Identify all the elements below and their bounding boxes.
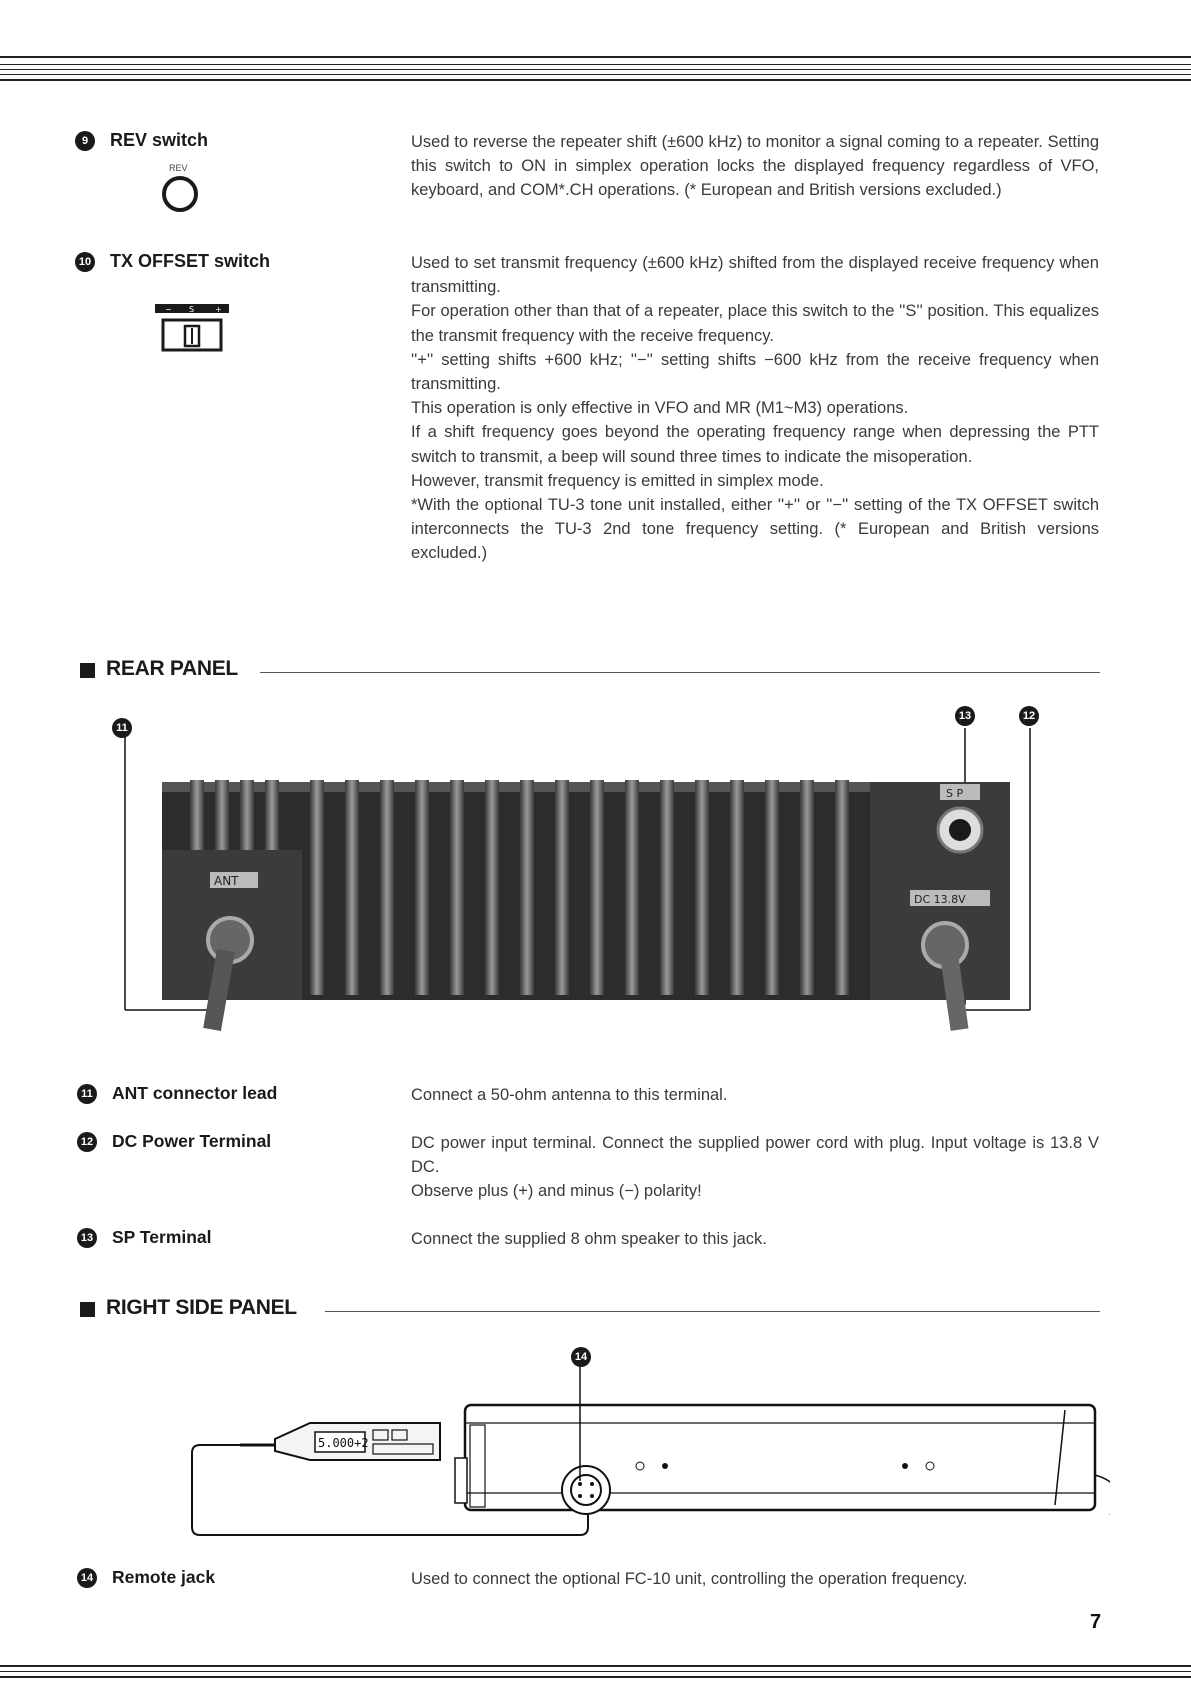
section-bullet [80, 663, 95, 678]
sp-panel-label: S P [946, 787, 964, 800]
tx-offset-paragraph: ''+'' setting shifts +600 kHz; ''−'' setting shifts −600 kHz from the receive frequency when transmitting. [411, 350, 1099, 394]
tx-offset-paragraph: *With the optional TU-3 tone unit installed, either ''+'' or ''−'' setting of the TX OFFSET switch interconnects the TU-3 2nd tone frequency setting. (* European and British versions excluded.) [411, 496, 1099, 563]
item-number-remote: 14 [77, 1568, 97, 1588]
tx-offset-paragraph: However, transmit frequency is emitted in simplex mode. [411, 471, 824, 490]
right-side-panel-illustration [180, 1335, 1110, 1555]
rev-description: Used to reverse the repeater shift (±600 kHz) to monitor a signal coming to a repeater. Setting this switch to ON in simplex operation locks the displayed frequency regardless of VFO, keyboard, and COM*.CH operations. (* European and British versions excluded.) [411, 133, 1099, 200]
tx-offset-paragraph: If a shift frequency goes beyond the operating frequency range when depressing the PTT switch to transmit, a beep will sound three times to indicate the misoperation. [411, 423, 1099, 466]
tx-offset-paragraph: This operation is only effective in VFO and MR (M1~M3) operations. [411, 399, 909, 418]
remote-description: Used to connect the optional FC-10 unit, controlling the operation frequency. [411, 1570, 968, 1588]
callout-12: 12 [1019, 706, 1039, 726]
sp-terminal-title: SP Terminal [112, 1227, 212, 1247]
rev-icon-label: REV [169, 163, 188, 173]
callout-11: 11 [112, 718, 132, 738]
switch-label-s: S [189, 305, 195, 314]
tx-offset-paragraph: Used to set transmit frequency (±600 kHz) shifted from the displayed receive frequency when transmitting. [411, 254, 1099, 297]
rev-knob-icon [160, 174, 200, 214]
bottom-rule [0, 1665, 1191, 1681]
section-rule [260, 672, 1100, 673]
callout-14: 14 [571, 1347, 591, 1367]
dc-power-title: DC Power Terminal [112, 1131, 272, 1151]
dc-paragraph: Observe plus (+) and minus (−) polarity! [411, 1182, 702, 1201]
ant-connector-title: ANT connector lead [112, 1083, 278, 1103]
dc-panel-label: DC 13.8V [914, 893, 966, 906]
slide-switch-icon [153, 302, 231, 354]
dc-paragraph: DC power input terminal. Connect the supplied power cord with plug. Input voltage is 13.8 V DC. [411, 1134, 1099, 1177]
page-number: 7 [1090, 1611, 1102, 1633]
item-number-dc: 12 [77, 1132, 97, 1152]
item-number-tx-offset: 10 [75, 252, 95, 272]
switch-label-minus: − [165, 305, 172, 314]
section-rule [325, 1311, 1100, 1312]
section-bullet [80, 1302, 95, 1317]
tx-offset-paragraph: For operation other than that of a repeater, place this switch to the ''S'' position. This equalizes the transmit frequency with the receive frequency. [411, 302, 1099, 345]
item-number-sp: 13 [77, 1228, 97, 1248]
dc-description [411, 1131, 1099, 1204]
item-number-ant: 11 [77, 1084, 97, 1104]
ant-panel-label: ANT [214, 874, 239, 888]
rear-panel-heading: REAR PANEL [106, 657, 238, 680]
callout-13: 13 [955, 706, 975, 726]
tx-offset-description [411, 251, 1099, 566]
item-number-rev: 9 [75, 131, 95, 151]
top-rule [0, 56, 1191, 82]
rev-switch-title: REV switch [110, 130, 209, 150]
switch-label-plus: + [215, 305, 222, 314]
right-side-panel-heading: RIGHT SIDE PANEL [106, 1296, 297, 1319]
remote-display-readout: 5.000+2 [318, 1436, 369, 1450]
rear-panel-illustration [110, 700, 1050, 1040]
remote-jack-title: Remote jack [112, 1567, 216, 1587]
sp-description: Connect the supplied 8 ohm speaker to this jack. [411, 1230, 767, 1248]
tx-offset-switch-title: TX OFFSET switch [110, 251, 271, 271]
ant-description: Connect a 50-ohm antenna to this terminal. [411, 1086, 728, 1104]
